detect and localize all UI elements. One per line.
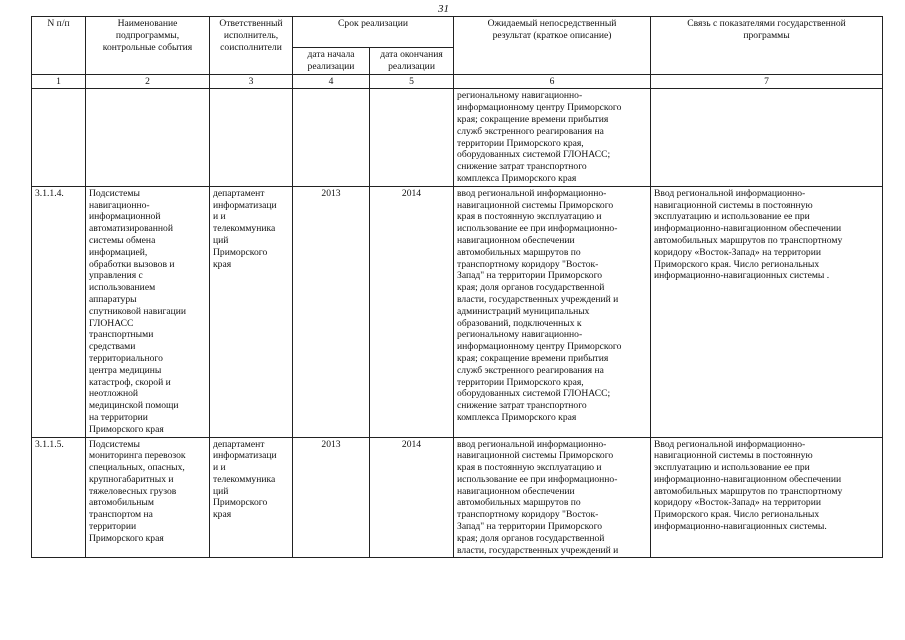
- row-result: ввод региональной информационно- навигационной системы Приморского края в постоянную эксплуатацию и использование ее при информационно- навигационном обеспечении автомобильных маршрутов по транспортному коридору "Восток- Запад" на территории Приморского края; доля органов государственной власти, государственных учреждений и: [454, 437, 651, 558]
- row-start: [293, 89, 370, 186]
- header-link: Связь с показателями государственной программы: [651, 17, 883, 75]
- row-end: 2014: [370, 437, 454, 558]
- header-period: Срок реализации: [293, 17, 454, 48]
- row-link: [651, 89, 883, 186]
- page-number: 31: [438, 3, 449, 15]
- header-name: Наименование подпрограммы, контрольные события: [86, 17, 210, 75]
- row-end: 2014: [370, 186, 454, 437]
- row-link: Ввод региональной информационно- навигационной системы в постоянную эксплуатацию и использование ее при информационно-навигационном обеспечении автомобильных маршрутов по транспортному коридору «Восток-Запад» на территории Приморского края. Число региональных информационно-навигационных системы.: [651, 437, 883, 558]
- row-num: 3.1.1.4.: [32, 186, 86, 437]
- column-number: 6: [454, 74, 651, 89]
- row-link: Ввод региональной информационно- навигационной системы в постоянную эксплуатацию и использование ее при информационно-навигационном обеспечении автомобильных маршрутов по транспортному коридору «Восток-Запад» на территории Приморского края. Число региональных информационно-навигационных системы .: [651, 186, 883, 437]
- column-number: 2: [86, 74, 210, 89]
- row-name: Подсистемы навигационно- информационной автоматизированной системы обмена информацией, обработки вызовов и управления с использованием аппаратуры спутниковой навигации ГЛОНАСС транспортными средствами территориального центра медицины катастроф, скорой и неотложной медицинской помощи на территории Приморского края: [86, 186, 210, 437]
- header-result: Ожидаемый непосредственный результат (краткое описание): [454, 17, 651, 75]
- program-table: [31, 16, 883, 558]
- row-responsible: департамент информатизаци и и телекоммуника ций Приморского края: [210, 186, 293, 437]
- row-start: 2013: [293, 186, 370, 437]
- header-num: N п/п: [32, 17, 86, 75]
- table-row: [32, 437, 883, 558]
- column-number: 1: [32, 74, 86, 89]
- row-result: региональному навигационно- информационному центру Приморского края; сокращение времени прибытия служб экстренного реагирования на территории Приморского края, оборудованных системой ГЛОНАСС; снижение затрат транспортного комплекса Приморского края: [454, 89, 651, 186]
- column-number: 3: [210, 74, 293, 89]
- header-start: дата начала реализации: [293, 48, 370, 75]
- table-row: [32, 186, 883, 437]
- row-end: [370, 89, 454, 186]
- column-number: 4: [293, 74, 370, 89]
- column-number: 7: [651, 74, 883, 89]
- row-responsible: департамент информатизаци и и телекоммуника ций Приморского края: [210, 437, 293, 558]
- column-number: 5: [370, 74, 454, 89]
- header-responsible: Ответственный исполнитель, соисполнители: [210, 17, 293, 75]
- row-start: 2013: [293, 437, 370, 558]
- table-row: [32, 89, 883, 186]
- row-name: [86, 89, 210, 186]
- row-result: ввод региональной информационно- навигационной системы Приморского края в постоянную эксплуатацию и использование ее при информационно- навигационном обеспечении автомобильных маршрутов по транспортному коридору "Восток- Запад" на территории Приморского края; доля органов государственной власти, государственных учреждений и администраций муниципальных образований, подключенных к региональному навигационно- информационному центру Приморского края; сокращение времени прибытия служб экстренного реагирования на территории Приморского края, оборудованных системой ГЛОНАСС; снижение затрат транспортного комплекса Приморского края: [454, 186, 651, 437]
- header-end: дата окончания реализации: [370, 48, 454, 75]
- row-name: Подсистемы мониторинга перевозок специальных, опасных, крупногабаритных и тяжеловесных грузов автомобильным транспортом на территории Приморского края: [86, 437, 210, 558]
- column-number-row: [32, 74, 883, 89]
- row-num: [32, 89, 86, 186]
- header-row: [32, 17, 883, 48]
- row-responsible: [210, 89, 293, 186]
- row-num: 3.1.1.5.: [32, 437, 86, 558]
